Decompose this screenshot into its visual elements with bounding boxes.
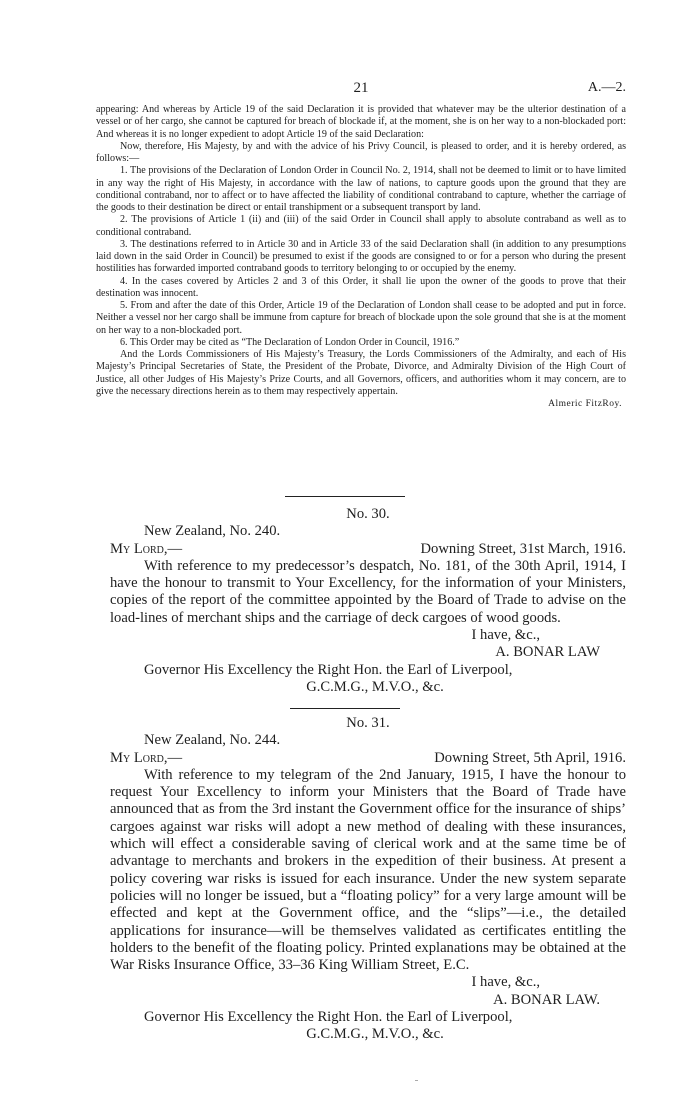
order-in-council-text: [96, 104, 626, 410]
despatch-colony: New Zealand, No. 240.: [144, 523, 281, 540]
despatch-closing: I have, &c.,: [471, 627, 540, 644]
order-paragraph: 2. The provisions of Article 1 (ii) and (iii) of the said Order in Council shall apply to absolute contraband as well as to conditional contraband.: [96, 214, 626, 238]
section-divider: [290, 708, 400, 709]
order-paragraph: 6. This Order may be cited as “The Declaration of London Order in Council, 1916.”: [120, 336, 460, 348]
despatch-addressee: Governor His Excellency the Right Hon. the Earl of Liverpool,: [144, 661, 513, 678]
despatch-30: [110, 506, 626, 696]
despatch-number: No. 31.: [346, 715, 390, 731]
despatch-closing: I have, &c.,: [471, 974, 540, 991]
order-paragraph: appearing: And whereas by Article 19 of the said Declaration it is provided that whatever may be the ulterior destination of a vessel or of her cargo, she cannot be captured for breach of blockade if, at the moment, she is on her way to a non-blockaded port: And whereas it is no longer expedient to adopt Article 19 of the said Declaration:: [96, 104, 626, 140]
despatch-salutation-line: [110, 750, 626, 767]
page-header: [96, 80, 626, 100]
despatch-place-date: Downing Street, 5th April, 1916.: [434, 749, 626, 766]
despatch-signer: A. BONAR LAW: [495, 644, 600, 661]
despatch-addressee-honours: G.C.M.G., M.V.O., &c.: [306, 1026, 444, 1043]
despatch-salutation: My Lord,—: [110, 749, 183, 766]
order-signature: Almeric FitzRoy.: [548, 399, 622, 409]
print-speck: [415, 1080, 418, 1081]
despatch-colony: New Zealand, No. 244.: [144, 732, 281, 749]
order-paragraph: 5. From and after the date of this Order, Article 19 of the Declaration of London shall cease to be adopted and put in force. Neither a vessel nor her cargo shall be immune from capture for breach of blockade upon the sole ground that she is at the moment on her way to a non-blockaded port.: [96, 300, 626, 336]
despatch-addressee-honours: G.C.M.G., M.V.O., &c.: [306, 678, 444, 695]
despatch-31: [110, 715, 626, 1044]
despatch-addressee: Governor His Excellency the Right Hon. the Earl of Liverpool,: [144, 1009, 513, 1026]
section-divider: [285, 496, 405, 497]
page-number: 21: [353, 80, 369, 96]
despatch-place-date: Downing Street, 31st March, 1916.: [420, 540, 626, 557]
despatch-signer: A. BONAR LAW.: [493, 991, 600, 1008]
series-mark: A.—2.: [587, 80, 626, 95]
order-paragraph: 3. The destinations referred to in Article 30 and in Article 33 of the said Declaration shall (in addition to any presumptions laid down in the said Order in Council) be presumed to exist if the goods are consigned to or for a person who during the present hostilities has forwarded imported contraband goods to territory belonging to or occupied by the enemy.: [96, 238, 626, 275]
despatch-salutation: My Lord,—: [110, 540, 183, 557]
order-paragraph: 1. The provisions of the Declaration of London Order in Council No. 2, 1914, shall not be deemed to limit or to have limited in any way the right of His Majesty, in accordance with the law of nations, to capture goods upon the ground that they are conditional contraband, nor to affect or to have affected the liability of conditional contraband to capture, whether the carriage of the goods to their destination be direct or entail transhipment or a subsequent transport by land.: [96, 165, 626, 213]
despatch-body: With reference to my telegram of the 2nd January, 1915, I have the honour to request Your Excellency to inform your Ministers that the Board of Trade have announced that as from the 3rd instant the Government office for the insurance of ships’ cargoes against war risks will adopt a new method of dealing with these insurances, which will effect a considerable saving of clerical work and at the same time be of advantage to merchants and brokers in the expedition of their business. At present a policy covering war risks is issued for each insurance. Under the new system separate policies will no longer be issued, but a “floating policy” for a very large amount will be effected and kept at the Government office, and the “slips”—i.e., the detailed applications for insurance—will be themselves validated as certificates entitling the holders to the benefit of the floating policy. Printed explanations may be obtained at the War Risks Insurance Office, 33–36 King William Street, E.C.: [110, 766, 626, 974]
despatch-salutation-line: [110, 541, 626, 558]
despatch-body: With reference to my predecessor’s despatch, No. 181, of the 30th April, 1914, I have the honour to transmit to Your Excellency, for the information of your Ministers, copies of the report of the committee appointed by the Board of Trade to advise on the load-lines of merchant ships and the carriage of deck cargoes of wood goods.: [110, 557, 626, 626]
despatch-number: No. 30.: [346, 506, 390, 522]
order-paragraph: Now, therefore, His Majesty, by and with the advice of his Privy Council, is pleased to order, and it is hereby ordered, as follows:—: [96, 140, 626, 164]
order-paragraph: And the Lords Commissioners of His Majesty’s Treasury, the Lords Commissioners of the Admiralty, and each of His Majesty’s Principal Secretaries of State, the President of the Probate, Divorce, and Admiralty Division of the High Court of Justice, all other Judges of His Majesty’s Prize Courts, and all Governors, officers, and authorities whom it may concern, are to give the necessary directions herein as to them may respectively appertain.: [96, 349, 626, 397]
order-paragraph: 4. In the cases covered by Articles 2 and 3 of this Order, it shall lie upon the owner of the goods to prove that their destination was innocent.: [96, 275, 626, 299]
